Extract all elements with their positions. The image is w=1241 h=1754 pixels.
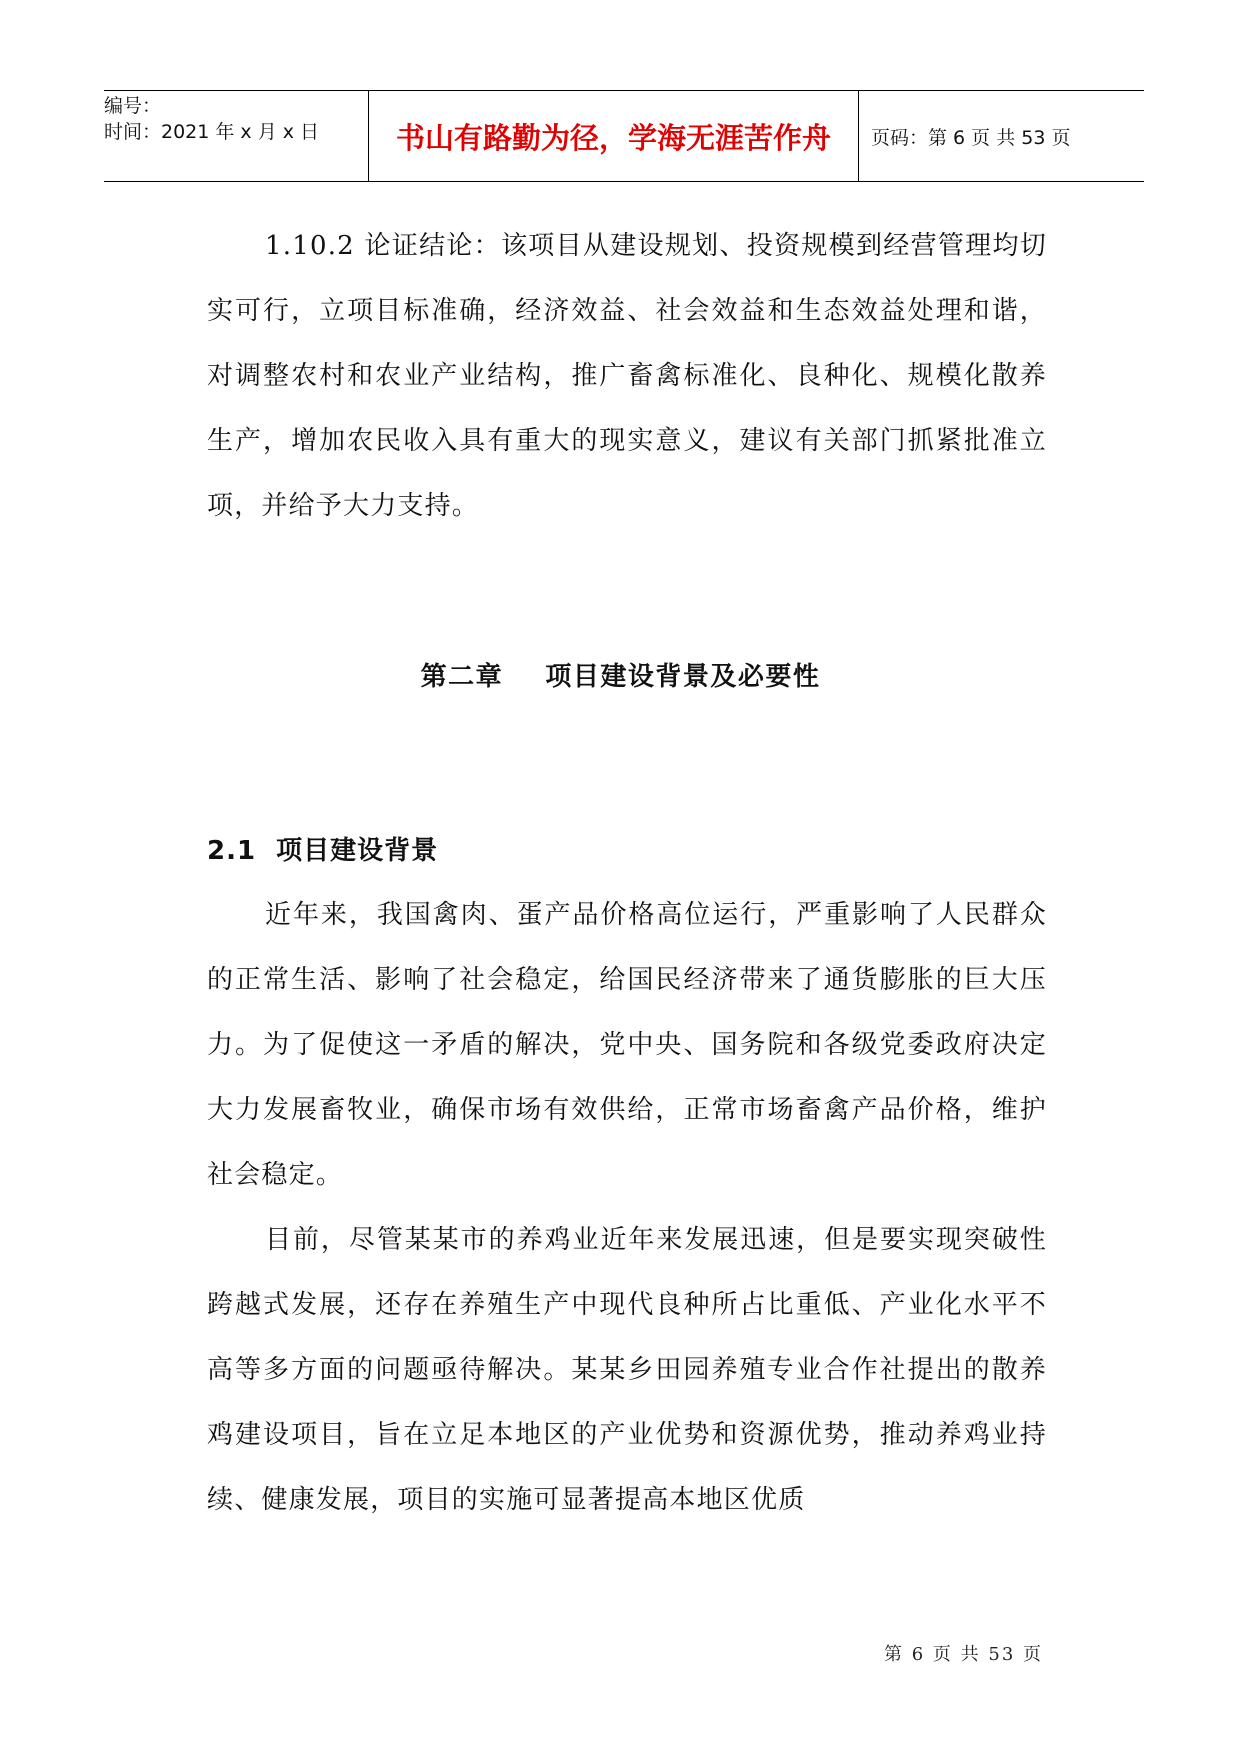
- conclusion-section: [207, 214, 1047, 539]
- page-header: [104, 90, 1144, 182]
- body-paragraph-1: 近年来，我国禽肉、蛋产品价格高位运行，严重影响了人民群众的正常生活、影响了社会稳定，给国民经济带来了通货膨胀的巨大压力。为了促使这一矛盾的解决，党中央、国务院和各级党委政府决定大力发展畜牧业，确保市场有效供给，正常市场畜禽产品价格，维护社会稳定。: [207, 900, 1047, 1190]
- header-meta: [104, 91, 369, 181]
- header-motto: 书山有路勤为径，学海无涯苦作舟: [395, 120, 831, 155]
- header-motto-cell: [369, 91, 859, 181]
- header-page-info: [859, 91, 1144, 181]
- section-body: [207, 883, 1047, 1533]
- conclusion-paragraph: 1.10.2 论证结论：该项目从建设规划、投资规模到经营管理均切实可行，立项目标准确，经济效益、社会效益和生态效益处理和谐，对调整农村和农业产业结构，推广畜禽标准化、良种化、规模化散养生产，增加农民收入具有重大的现实意义，建议有关部门抓紧批准立项，并给予大力支持。: [207, 231, 1047, 521]
- section-title: 2.1 项目建设背景: [207, 836, 439, 866]
- document-number-label: 编号：: [104, 95, 162, 117]
- chapter-title: 第二章 项目建设背景及必要性: [420, 662, 821, 692]
- body-paragraph-2: 目前，尽管某某市的养鸡业近年来发展迅速，但是要实现突破性跨越式发展，还存在养殖生产中现代良种所占比重低、产业化水平不高等多方面的问题亟待解决。某某乡田园养殖专业合作社提出的散养鸡建设项目，旨在立足本地区的产业优势和资源优势，推动养鸡业持续、健康发展，项目的实施可显著提高本地区优质: [207, 1225, 1047, 1515]
- document-time-label: 时间：2021 年 x 月 x 日: [104, 121, 320, 143]
- header-page-label: 页码：第 6 页 共 53 页: [871, 126, 1071, 149]
- page-footer: 第 6 页 共 53 页: [884, 1644, 1043, 1665]
